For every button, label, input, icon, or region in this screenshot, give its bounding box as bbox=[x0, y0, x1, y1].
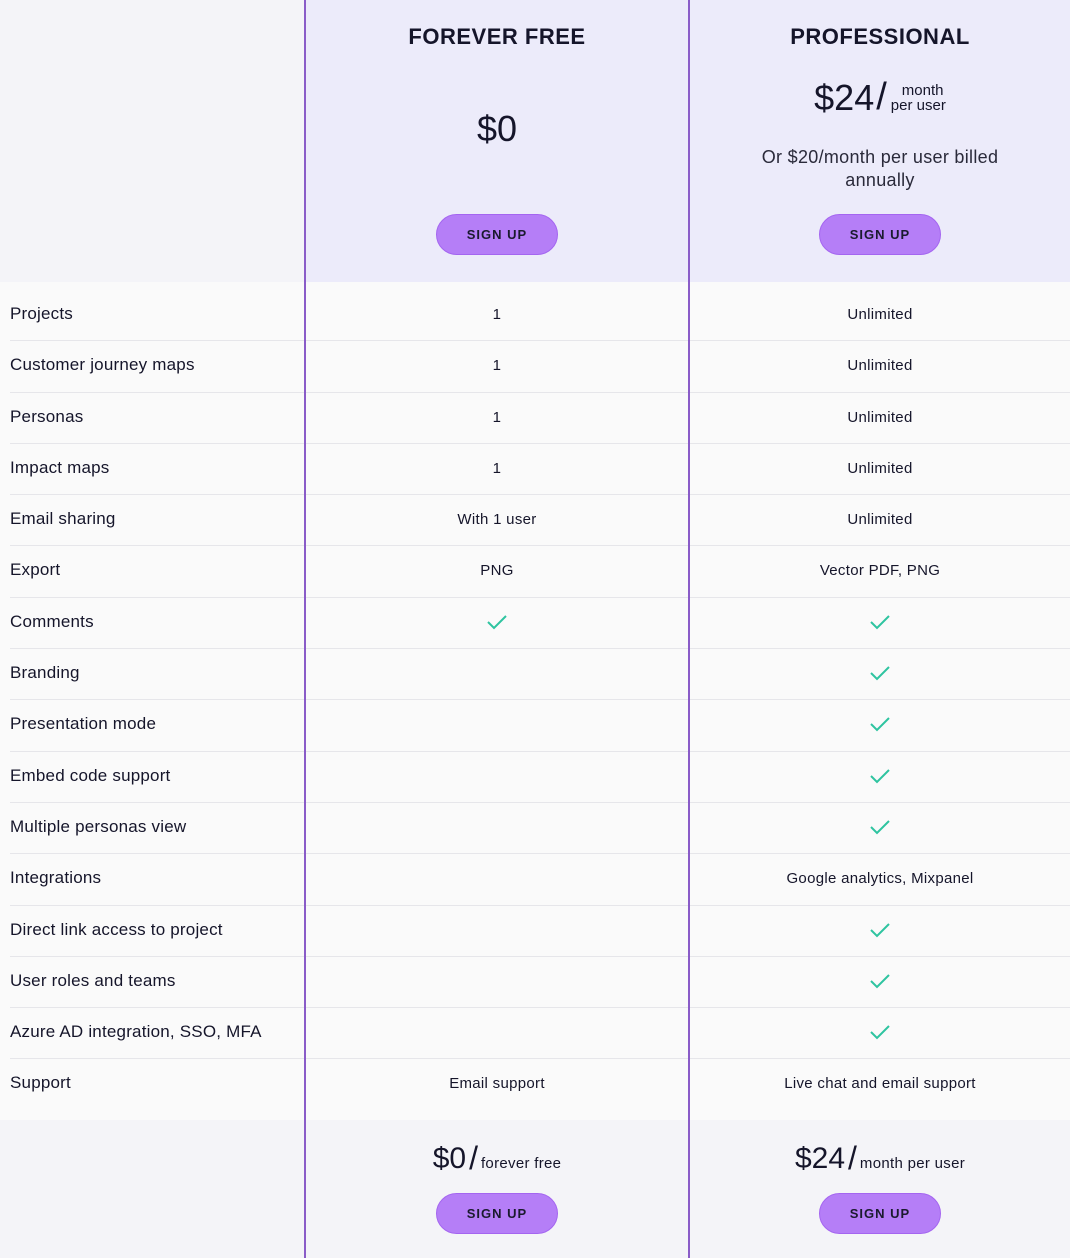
feature-label: Impact maps bbox=[10, 457, 110, 477]
feature-value-free: With 1 user bbox=[457, 511, 537, 529]
check-icon bbox=[869, 714, 891, 734]
feature-value-pro: Unlimited bbox=[847, 511, 913, 529]
table-row bbox=[0, 598, 1070, 649]
table-row bbox=[0, 854, 1070, 905]
annual-billing-note: Or $20/month per user billed annually bbox=[761, 147, 999, 190]
feature-value-pro: Unlimited bbox=[847, 459, 913, 477]
feature-value-free: 1 bbox=[492, 459, 502, 477]
price-unit-line2: per user bbox=[890, 96, 946, 114]
feature-label: Personas bbox=[10, 406, 84, 426]
footer-price-pro bbox=[690, 1140, 1070, 1177]
plan-price-free: $0 bbox=[476, 108, 518, 149]
check-icon bbox=[869, 1022, 891, 1042]
table-row bbox=[0, 1059, 1070, 1110]
table-row bbox=[0, 1008, 1070, 1059]
feature-value-free: 1 bbox=[492, 357, 502, 375]
plan-title-free: FOREVER FREE bbox=[408, 24, 586, 49]
price-amount: $24 bbox=[814, 76, 875, 118]
feature-label: Integrations bbox=[10, 868, 102, 888]
table-row bbox=[0, 444, 1070, 495]
column-divider-right bbox=[688, 0, 690, 1258]
feature-label: Projects bbox=[10, 304, 74, 323]
price-slash: / bbox=[876, 76, 887, 118]
feature-table bbox=[0, 290, 1070, 1111]
table-row bbox=[0, 290, 1070, 341]
feature-value-pro: Unlimited bbox=[847, 306, 913, 323]
table-row bbox=[0, 957, 1070, 1008]
table-row bbox=[0, 546, 1070, 597]
footer-price-slash-free: / bbox=[469, 1140, 478, 1176]
feature-value-free: PNG bbox=[480, 562, 514, 580]
table-row bbox=[0, 341, 1070, 392]
feature-label: Embed code support bbox=[10, 765, 171, 785]
check-icon bbox=[869, 920, 891, 940]
feature-value-free: 1 bbox=[492, 306, 502, 323]
feature-value-pro: Unlimited bbox=[847, 408, 913, 426]
feature-label: Azure AD integration, SSO, MFA bbox=[10, 1022, 262, 1042]
check-icon bbox=[869, 971, 891, 991]
feature-value-free: 1 bbox=[492, 408, 502, 426]
price-unit-line1: month bbox=[901, 81, 944, 99]
feature-label: Export bbox=[10, 560, 61, 580]
table-row bbox=[0, 906, 1070, 957]
header-empty-cell bbox=[0, 0, 305, 282]
table-row bbox=[0, 700, 1070, 751]
plan-title-pro: PROFESSIONAL bbox=[790, 24, 970, 49]
footer-price-amount-free: $0 bbox=[432, 1141, 467, 1175]
table-row bbox=[0, 495, 1070, 546]
feature-value-pro: Live chat and email support bbox=[784, 1075, 976, 1093]
signup-button-free-bottom[interactable]: SIGN UP bbox=[436, 1193, 558, 1234]
feature-label: Support bbox=[10, 1073, 71, 1093]
column-divider-left bbox=[304, 0, 306, 1258]
feature-value-pro: Unlimited bbox=[847, 357, 913, 375]
signup-button-free[interactable]: SIGN UP bbox=[436, 214, 558, 255]
footer-price-slash-pro: / bbox=[848, 1140, 857, 1176]
feature-label: Direct link access to project bbox=[10, 919, 223, 939]
footer-price-free bbox=[306, 1140, 688, 1177]
check-icon bbox=[486, 612, 508, 632]
feature-label: Email sharing bbox=[10, 509, 116, 529]
feature-value-free: Email support bbox=[449, 1075, 545, 1093]
feature-value-pro: Google analytics, Mixpanel bbox=[786, 870, 974, 888]
table-row bbox=[0, 393, 1070, 444]
check-icon bbox=[869, 766, 891, 786]
footer-price-unit-pro: month per user bbox=[859, 1155, 966, 1172]
footer-price-unit-free: forever free bbox=[480, 1155, 562, 1172]
table-row bbox=[0, 649, 1070, 700]
feature-label: Multiple personas view bbox=[10, 816, 187, 836]
feature-value-pro: Vector PDF, PNG bbox=[819, 562, 941, 580]
check-icon bbox=[869, 817, 891, 837]
plan-price-pro bbox=[690, 76, 1070, 119]
check-icon bbox=[869, 612, 891, 632]
feature-label: Comments bbox=[10, 611, 94, 631]
table-row bbox=[0, 752, 1070, 803]
feature-label: User roles and teams bbox=[10, 970, 176, 990]
table-row bbox=[0, 803, 1070, 854]
feature-label: Customer journey maps bbox=[10, 355, 195, 375]
feature-label: Branding bbox=[10, 663, 80, 683]
footer-price-amount-pro: $24 bbox=[794, 1141, 846, 1175]
price-unit bbox=[891, 83, 946, 113]
signup-button-pro-bottom[interactable]: SIGN UP bbox=[819, 1193, 941, 1234]
check-icon bbox=[869, 663, 891, 683]
feature-label: Presentation mode bbox=[10, 714, 157, 734]
signup-button-pro[interactable]: SIGN UP bbox=[819, 214, 941, 255]
